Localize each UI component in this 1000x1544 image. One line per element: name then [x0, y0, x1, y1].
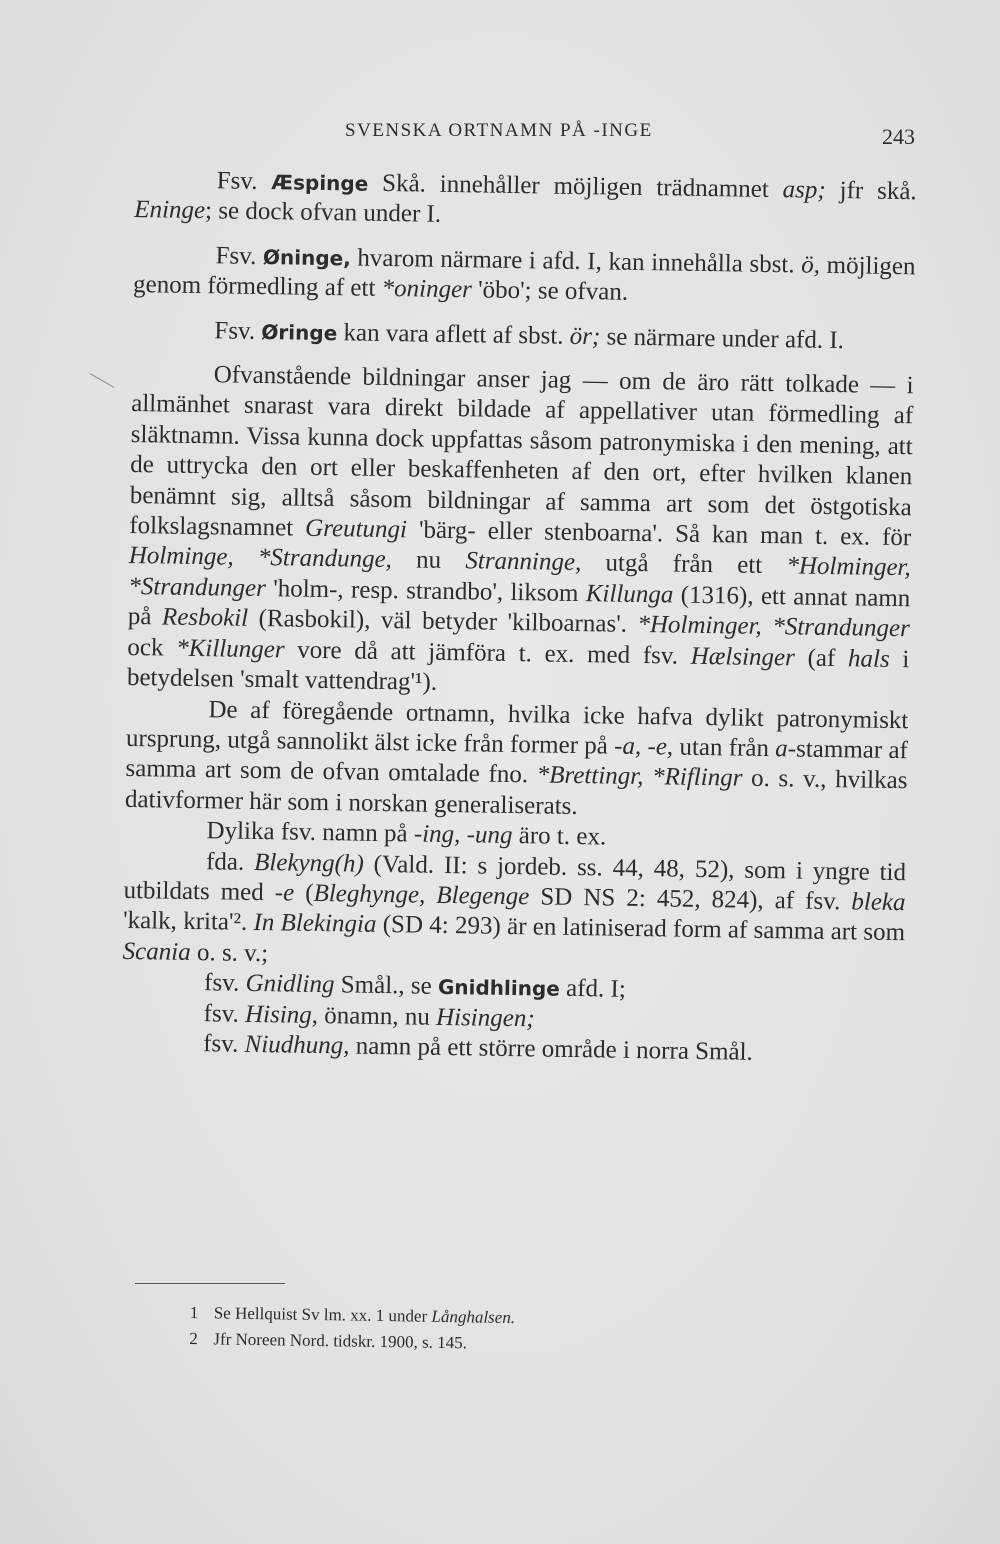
headword: Øninge, [262, 244, 351, 271]
text-run: 'kalk, krita'². [122, 907, 254, 937]
text-run: Smål., se [334, 971, 439, 1001]
italic-text: bleka [851, 888, 906, 917]
paragraph [127, 359, 914, 706]
text-run: 'bärg- eller stenboarna'. Så kan man t. ex. för [406, 516, 912, 552]
text-run: ( [294, 879, 314, 907]
italic-text: In Blekingia [253, 909, 377, 939]
footnote-number: 2 [189, 1328, 199, 1349]
text-run: ock [127, 633, 177, 662]
italic-text: Hælsinger [690, 642, 796, 672]
text-run: utan från [672, 733, 776, 763]
italic-text: *Brettingr, *Riflingr [536, 761, 743, 792]
text-run: fsv. [202, 1030, 245, 1058]
italic-text: Killunga [585, 580, 674, 609]
footnote-number: 1 [189, 1302, 199, 1323]
text-run: Skå. innehåller möjligen trädnamnet [368, 169, 783, 204]
italic-text: a [775, 735, 788, 763]
text-run: Dylika fsv. namn på [206, 817, 415, 848]
paragraph [134, 165, 917, 238]
paragraph [132, 315, 914, 358]
text-run: Jfr Noreen Nord. tidskr. 1900, s. 145. [213, 1329, 468, 1353]
italic-text: -e [274, 879, 295, 907]
italic-text: Gnidling [245, 969, 335, 999]
text-run: Fsv. [215, 242, 264, 270]
italic-text: *Holminger, *Strandunger [637, 611, 911, 643]
italic-text: *Killunger [176, 634, 285, 664]
page-header [0, 120, 1000, 160]
text-run: Se Hellquist Sv lm. xx. 1 under [213, 1303, 432, 1326]
text-run: o. s. v.; [190, 938, 269, 967]
italic-text: Resbokil [161, 603, 249, 633]
italic-text: Niudhung, [244, 1030, 350, 1060]
text-run: De af föregående ortnamn, hvilka icke hafva dylikt patronymiskt ursprung, utgå sannolikt älst icke från former på [125, 695, 909, 760]
headword: Gnidhlinge [437, 975, 561, 1001]
footnote-separator [135, 1283, 285, 1284]
text-run: jfr skå. [825, 176, 917, 206]
text-run: se närmare under afd. I. [600, 322, 845, 354]
running-title: SVENSKA ORTNAMN PÅ -INGE [345, 120, 653, 141]
text-run: önamn, nu [317, 1001, 437, 1031]
text-run: ; se dock ofvan under I. [204, 197, 442, 229]
italic-text: Hising, [244, 1000, 319, 1029]
text-run: vore då att jämföra t. ex. med fsv. [284, 636, 691, 670]
text-run: nu [391, 546, 466, 575]
italic-text: hals [847, 644, 890, 673]
text-run: fsv. [203, 999, 246, 1028]
text-run: afd. I; [559, 974, 626, 1003]
italic-text: *Holminger, *Strandunger [128, 552, 911, 602]
text-run: -stammar af samma art som de ofvan omtalade fno. [125, 735, 909, 789]
text-run: (af [794, 644, 849, 672]
text-run: (Rasbokil), väl betyder 'kilboarnas'. [247, 605, 638, 639]
text-run: 'öbo'; se ofvan. [471, 276, 629, 306]
italic-text: Holminge, *Strandunge, [128, 542, 393, 574]
italic-text: Stranninge, [465, 547, 582, 577]
italic-text: Långhalsen. [431, 1306, 516, 1328]
text-run: Ofvanstående bildningar anser jag — om de äro rätt tolkade — i allmänhet snarast vara direkt bildade af appellativer utan förmedling af släktnamn. Vissa kunna dock uppfattas såsom patronymiska i den mening, att de uttrycka den ort eller beskaffenheten af den ort, efter hvilken klanen benämnt sig, alltså såsom bildningar af samma art som det östgotiska folkslagsnamnet [129, 361, 914, 542]
italic-text: ö, [801, 251, 821, 279]
text-run: (SD 4: 293) är en latiniserad form af samma art som [376, 911, 906, 947]
italic-text: *oninger [381, 275, 473, 304]
paragraph [133, 240, 916, 313]
italic-text: Greutungi [304, 514, 408, 544]
text-run: möjligen genom förmedling af ett [132, 251, 916, 303]
paragraph [122, 845, 906, 979]
page-number: 243 [882, 124, 915, 149]
margin-mark [90, 373, 115, 388]
text-run: fda. [205, 847, 255, 876]
body-text [121, 165, 917, 1071]
italic-text: ör; [569, 322, 601, 350]
italic-text: Bleghynge, Blegenge [313, 879, 530, 911]
text-run: (1316), ett annat namn på [127, 581, 911, 631]
text-run: Fsv. [216, 167, 272, 196]
italic-text: asp; [782, 176, 826, 204]
italic-text: -a, -e, [613, 732, 674, 761]
text-run: o. s. v., hvilkas dativformer här som i norskan generaliserats. [124, 764, 908, 820]
paragraph [125, 693, 909, 827]
text-run: äro t. ex. [512, 822, 607, 851]
text-run: kan vara aflett af sbst. [337, 318, 570, 350]
headword: Æspinge [271, 170, 369, 196]
italic-text: Eninge [134, 196, 206, 225]
text-run: 'holm-, resp. strandbo', liksom [265, 574, 587, 608]
text-run: fsv. [203, 969, 246, 997]
italic-text: Hisingen; [435, 1003, 535, 1032]
text-run: (Vald. II: s jordeb. ss. 44, 48, 52), som i yngre tid utbildats med [123, 850, 907, 907]
text-run: Fsv. [214, 316, 262, 345]
text-run: utgå från ett [581, 549, 787, 580]
text-run: namn på ett större område i norra Smål. [349, 1032, 754, 1066]
text-run: i betydelsen 'smalt vattendrag'¹). [126, 645, 910, 696]
text-run: SD NS 2: 452, 824), af fsv. [529, 883, 852, 916]
italic-text: Scania [122, 937, 191, 966]
italic-text: -ing, -ung [413, 820, 513, 850]
footnotes [189, 1300, 890, 1363]
italic-text: Blekyng(h) [253, 848, 364, 878]
text-run: hvarom närmare i afd. I, kan innehålla sbst. [350, 244, 802, 279]
headword: Øringe [261, 319, 338, 345]
